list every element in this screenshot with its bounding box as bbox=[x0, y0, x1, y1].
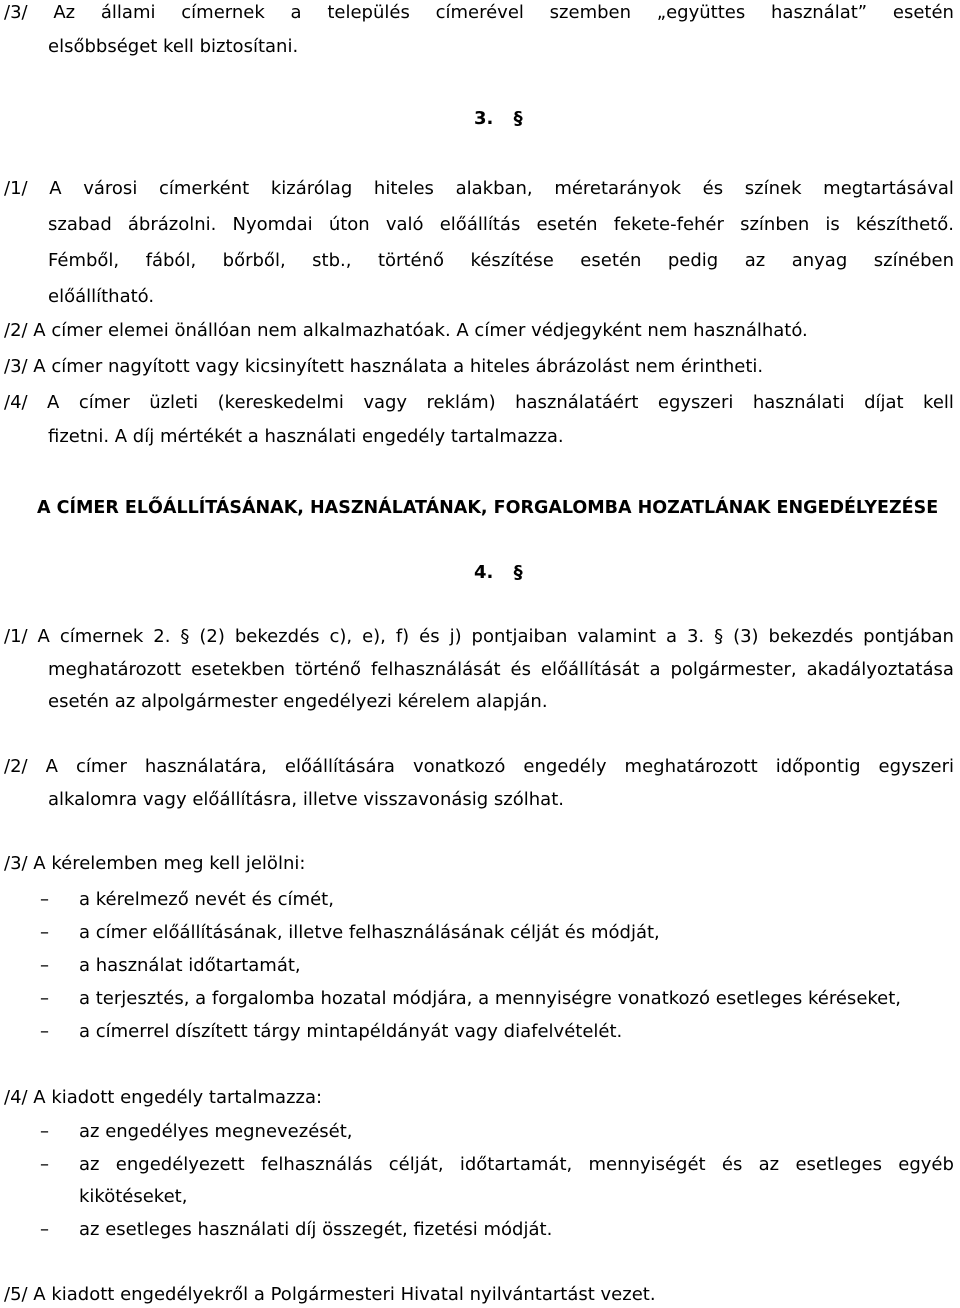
word: 2. bbox=[153, 626, 171, 647]
word: egyéb bbox=[898, 1154, 954, 1175]
s3-p1-line3 bbox=[48, 250, 954, 274]
word: állami bbox=[100, 2, 156, 23]
section-sign: § bbox=[513, 562, 523, 583]
word: való bbox=[385, 214, 424, 235]
word: f) bbox=[395, 626, 410, 647]
word: készíthető. bbox=[855, 214, 954, 235]
s3-p1-line4: előállítható. bbox=[48, 286, 155, 307]
word: előállítását bbox=[540, 659, 640, 680]
word: e), bbox=[362, 626, 386, 647]
word: használati bbox=[752, 392, 845, 413]
word: és bbox=[510, 659, 531, 680]
word: használatáért bbox=[515, 392, 639, 413]
word: a bbox=[649, 659, 661, 680]
s4-p1-line3: esetén az alpolgármester engedélyezi kérelem alapján. bbox=[48, 691, 548, 712]
word: ábrázolni. bbox=[127, 214, 217, 235]
word: egyszeri bbox=[878, 756, 954, 777]
word: A bbox=[37, 626, 50, 647]
s4-p5: /5/ A kiadott engedélyekről a Polgármesteri Hivatal nyilvántartást vezet. bbox=[4, 1284, 656, 1305]
word: „együttes bbox=[656, 2, 746, 23]
word: készítése bbox=[470, 250, 554, 271]
word: bőrből, bbox=[222, 250, 286, 271]
list-dash: – bbox=[40, 1219, 49, 1240]
word: meghatározott bbox=[48, 659, 182, 680]
word: is bbox=[825, 214, 840, 235]
s3-p4-line1 bbox=[4, 392, 954, 416]
s2-p3-line2: elsőbbséget kell biztosítani. bbox=[48, 36, 299, 57]
word: történő bbox=[295, 659, 362, 680]
list-dash: – bbox=[40, 988, 49, 1009]
word: címerként bbox=[158, 178, 250, 199]
word: pontjaiban bbox=[471, 626, 568, 647]
word: A bbox=[47, 392, 60, 413]
list-item: a terjesztés, a forgalomba hozatal módjára, a mennyiségre vonatkozó esetleges kéréseket, bbox=[79, 988, 902, 1009]
word: címer bbox=[78, 392, 130, 413]
s4-p4-item1: az engedélyes megnevezését, bbox=[79, 1121, 353, 1142]
word: A bbox=[45, 756, 58, 777]
word: a bbox=[665, 626, 678, 647]
s3-p4-line2: fizetni. A díj mértékét a használati engedély tartalmazza. bbox=[48, 426, 564, 447]
word: díjat bbox=[864, 392, 904, 413]
word: felhasználását bbox=[370, 659, 501, 680]
word: úton bbox=[328, 214, 370, 235]
word: esetén bbox=[892, 2, 954, 23]
word: használatára, bbox=[144, 756, 267, 777]
list-dash: – bbox=[40, 922, 49, 943]
word: címernek bbox=[59, 626, 144, 647]
word: esetekben bbox=[191, 659, 286, 680]
word: hiteles bbox=[373, 178, 434, 199]
word: városi bbox=[83, 178, 138, 199]
section-sign: § bbox=[513, 108, 523, 129]
word: és bbox=[702, 178, 724, 199]
word: felhasználás bbox=[260, 1154, 373, 1175]
word: Fémből, bbox=[48, 250, 120, 271]
s3-p1-line1 bbox=[4, 178, 954, 202]
word: előállítás bbox=[439, 214, 521, 235]
list-item: a használat időtartamát, bbox=[79, 955, 301, 976]
word: meghatározott bbox=[624, 756, 758, 777]
word: címernek bbox=[181, 2, 265, 23]
s4-p4-intro: /4/ A kiadott engedély tartalmazza: bbox=[4, 1087, 323, 1108]
section-3-heading bbox=[474, 108, 523, 130]
word: (kereskedelmi bbox=[217, 392, 344, 413]
s4-p4-item2-line2: kikötéseket, bbox=[79, 1186, 188, 1207]
word: méretarányok bbox=[554, 178, 682, 199]
word: bekezdés bbox=[234, 626, 320, 647]
word: /3/ bbox=[4, 2, 28, 23]
word: § bbox=[180, 626, 190, 647]
word: szemben bbox=[549, 2, 632, 23]
word: pedig bbox=[667, 250, 719, 271]
word: címerével bbox=[435, 2, 524, 23]
s4-p4-item2-line1 bbox=[79, 1154, 954, 1178]
word: alakban, bbox=[455, 178, 533, 199]
word: stb., bbox=[312, 250, 352, 271]
word: az bbox=[79, 1154, 100, 1175]
word: színben bbox=[740, 214, 810, 235]
list-item: a címerrel díszített tárgy mintapéldányát vagy diafelvételét. bbox=[79, 1021, 623, 1042]
word: /2/ bbox=[4, 756, 28, 777]
word: 3. bbox=[686, 626, 705, 647]
word: történő bbox=[377, 250, 445, 271]
word: település bbox=[327, 2, 410, 23]
list-dash: – bbox=[40, 1121, 49, 1142]
s3-p1-line2 bbox=[48, 214, 954, 238]
s4-p3-intro: /3/ A kérelemben meg kell jelölni: bbox=[4, 853, 306, 874]
word: esetén bbox=[580, 250, 642, 271]
word: valamint bbox=[577, 626, 657, 647]
section-4-number: 4. bbox=[474, 562, 494, 583]
word: célját, bbox=[388, 1154, 444, 1175]
word: /1/ bbox=[4, 178, 28, 199]
word: pontjában bbox=[863, 626, 954, 647]
word: Az bbox=[53, 2, 76, 23]
word: esetleges bbox=[795, 1154, 882, 1175]
word: (3) bbox=[733, 626, 759, 647]
list-dash: – bbox=[40, 1154, 49, 1175]
word: /4/ bbox=[4, 392, 28, 413]
word: /1/ bbox=[4, 626, 28, 647]
word: polgármester, bbox=[670, 659, 797, 680]
word: fekete-fehér bbox=[613, 214, 724, 235]
word: az bbox=[758, 1154, 780, 1175]
word: előállítására bbox=[284, 756, 395, 777]
word: bekezdés bbox=[768, 626, 854, 647]
s3-p2: /2/ A címer elemei önállóan nem alkalmazhatóak. A címer védjegyként nem használható. bbox=[4, 320, 808, 341]
word: mennyiségét bbox=[588, 1154, 706, 1175]
s3-p3: /3/ A címer nagyított vagy kicsinyített használata a hiteles ábrázolást nem érintheti. bbox=[4, 356, 764, 377]
word: egyszeri bbox=[657, 392, 734, 413]
word: a bbox=[290, 2, 302, 23]
s2-p3-line1 bbox=[4, 2, 954, 26]
section-heading: A CÍMER ELŐÁLLÍTÁSÁNAK, HASZNÁLATÁNAK, FORGALOMBA HOZATLÁNAK ENGEDÉLYEZÉSE bbox=[37, 498, 939, 518]
word: c), bbox=[329, 626, 353, 647]
list-dash: – bbox=[40, 1021, 49, 1042]
word: kell bbox=[923, 392, 954, 413]
word: színében bbox=[873, 250, 954, 271]
word: Nyomdai bbox=[232, 214, 313, 235]
s4-p1-line1 bbox=[4, 626, 954, 650]
word: időtartamát, bbox=[459, 1154, 573, 1175]
word: akadályoztatása bbox=[806, 659, 954, 680]
word: az bbox=[744, 250, 766, 271]
word: vonatkozó bbox=[412, 756, 506, 777]
word: üzleti bbox=[149, 392, 199, 413]
word: megtartásával bbox=[823, 178, 954, 199]
word: A bbox=[49, 178, 62, 199]
word: használat” bbox=[771, 2, 868, 23]
s4-p2-line2: alkalomra vagy előállításra, illetve visszavonásig szólhat. bbox=[48, 789, 564, 810]
list-dash: – bbox=[40, 955, 49, 976]
word: színek bbox=[744, 178, 802, 199]
word: kizárólag bbox=[270, 178, 353, 199]
list-item: a kérelmező nevét és címét, bbox=[79, 889, 334, 910]
word: fából, bbox=[145, 250, 197, 271]
word: reklám) bbox=[426, 392, 496, 413]
word: és bbox=[721, 1154, 743, 1175]
word: és bbox=[419, 626, 440, 647]
word: vagy bbox=[363, 392, 408, 413]
s4-p1-line2 bbox=[48, 659, 954, 683]
word: időpontig bbox=[775, 756, 861, 777]
word: anyag bbox=[791, 250, 848, 271]
section-4-heading bbox=[474, 562, 523, 584]
word: szabad bbox=[48, 214, 112, 235]
section-3-number: 3. bbox=[474, 108, 494, 129]
word: engedélyezett bbox=[115, 1154, 245, 1175]
word: j) bbox=[449, 626, 462, 647]
list-item: a címer előállításának, illetve felhasználásának célját és módját, bbox=[79, 922, 660, 943]
word: esetén bbox=[536, 214, 598, 235]
word: engedély bbox=[523, 756, 607, 777]
s4-p2-line1 bbox=[4, 756, 954, 780]
word: § bbox=[714, 626, 724, 647]
word: címer bbox=[75, 756, 127, 777]
word: (2) bbox=[199, 626, 225, 647]
s4-p4-item3: az esetleges használati díj összegét, fizetési módját. bbox=[79, 1219, 553, 1240]
list-dash: – bbox=[40, 889, 49, 910]
